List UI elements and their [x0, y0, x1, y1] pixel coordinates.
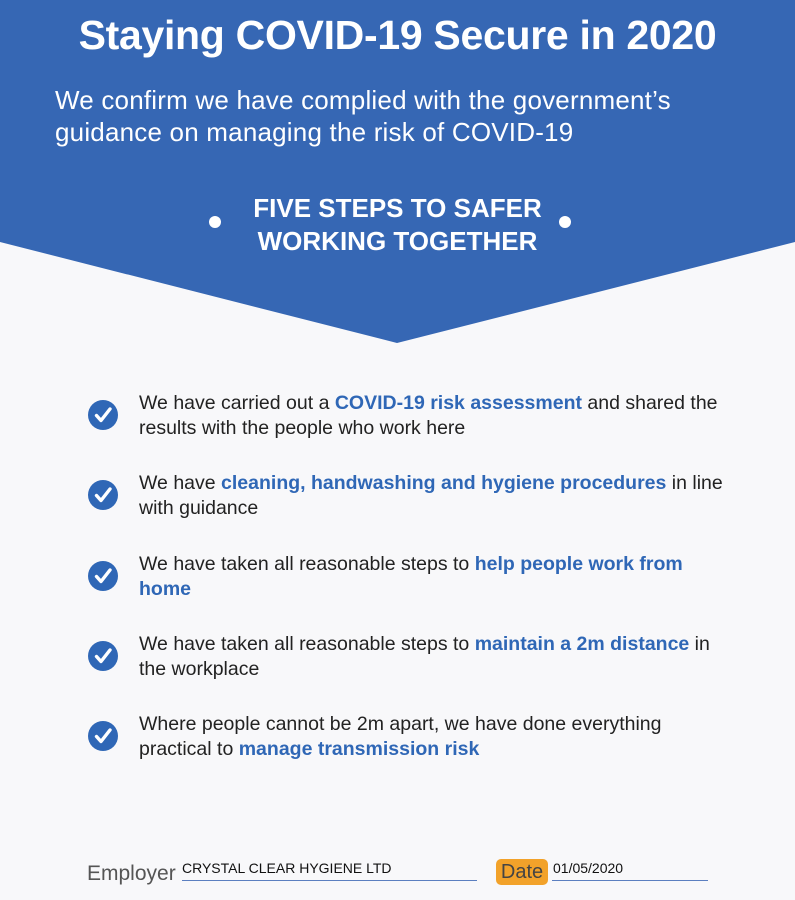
check-circle-icon: [88, 721, 118, 751]
checklist-item: [0, 470, 795, 530]
checklist-item-highlight: manage transmission risk: [238, 738, 480, 760]
employer-label: Employer: [87, 862, 176, 885]
checklist-item-text: We have carried out a COVID-19 risk assessment and shared the results with the people who work here: [139, 392, 718, 439]
header-banner: [0, 0, 795, 345]
employer-underline: [182, 880, 477, 881]
steps-heading-line1: FIVE STEPS TO SAFER: [253, 193, 542, 223]
checklist-item: [0, 631, 795, 691]
checklist-item: [0, 551, 795, 611]
checklist-item-highlight: help people work from home: [139, 553, 683, 600]
checklist-item-text: We have cleaning, handwashing and hygiene procedures in line with guidance: [139, 472, 723, 519]
page-subtitle: We confirm we have complied with the government’s guidance on managing the risk of COVID-19: [55, 85, 671, 147]
checklist-item-text: We have taken all reasonable steps to help people work from home: [139, 553, 683, 600]
check-circle-icon: [88, 641, 118, 671]
checklist-item-text: We have taken all reasonable steps to maintain a 2m distance in the workplace: [139, 633, 710, 680]
date-field[interactable]: 01/05/2020: [553, 860, 624, 876]
checklist-item-highlight: maintain a 2m distance: [474, 633, 690, 655]
checklist-item-highlight: COVID-19 risk assessment: [334, 392, 582, 414]
bullet-dot-icon: [559, 216, 571, 228]
date-badge: Date: [496, 859, 548, 885]
check-circle-icon: [88, 561, 118, 591]
check-circle-icon: [88, 480, 118, 510]
page-title: Staying COVID-19 Secure in 2020: [78, 12, 717, 58]
steps-heading: [0, 192, 795, 258]
check-circle-icon: [88, 400, 118, 430]
checklist-item-highlight: cleaning, handwashing and hygiene procedures: [221, 472, 667, 494]
date-underline: [552, 880, 708, 881]
checklist-item: [0, 390, 795, 450]
checklist-item-text: Where people cannot be 2m apart, we have done everything practical to manage transmission risk: [139, 713, 662, 760]
employer-field[interactable]: CRYSTAL CLEAR HYGIENE LTD: [182, 860, 392, 876]
checklist-item: [0, 711, 795, 771]
steps-heading-line2: WORKING TOGETHER: [257, 226, 538, 256]
signature-footer: [0, 850, 795, 900]
